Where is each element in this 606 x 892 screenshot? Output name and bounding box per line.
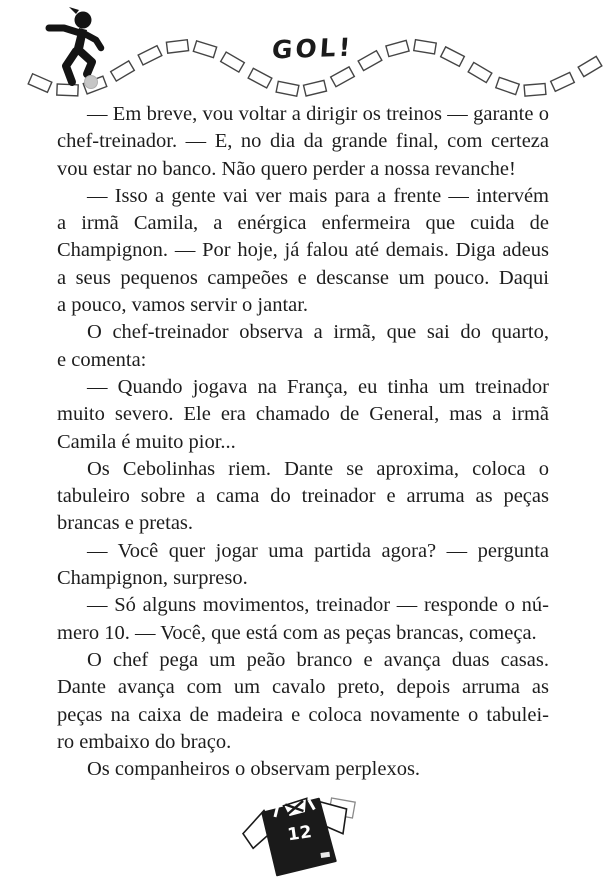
text-line: Champignon. — Por hoje, já falou até demais. Diga adeus [57, 239, 549, 262]
page-footer [0, 790, 606, 890]
text-line: — Só alguns movimentos, treinador — responde o nú- [87, 594, 549, 617]
text-line: — Em breve, vou voltar a dirigir os treinos — garante o [87, 103, 549, 125]
paragraph [57, 101, 549, 183]
page-number: 12 [286, 822, 314, 846]
page-title: GOL! [271, 32, 355, 65]
text-line: O chef-treinador observa a irmã, que sai do quarto, [87, 321, 549, 344]
jersey-icon [238, 792, 368, 887]
paragraph [57, 592, 549, 647]
text-line: a seus pequenos campeões e descanse um pouco. Daqui [57, 266, 549, 289]
text-line: e comenta: [57, 348, 147, 371]
text-line: tabuleiro sobre a cama do treinador e arruma as peças [57, 485, 549, 508]
text-line: brancas e pretas. [57, 512, 194, 535]
text-line: chef-treinador. — E, no dia da grande final, com certeza [57, 130, 549, 153]
text-line: — Isso a gente vai ver mais para a frente — intervém [87, 184, 549, 207]
paragraph [57, 456, 549, 538]
text-line: ro embaixo do braço. [57, 730, 232, 753]
text-line: Os companheiros o observam perplexos. [87, 758, 421, 781]
paragraph [57, 538, 549, 593]
text-line: mero 10. — Você, que está com as peças brancas, começa. [57, 621, 537, 644]
soccer-player-icon [20, 4, 120, 104]
text-line: peças na caixa de madeira e coloca novamente o tabulei- [57, 703, 549, 726]
text-block [57, 101, 549, 783]
paragraph [57, 319, 549, 374]
paragraph [57, 374, 549, 456]
paragraph [57, 647, 549, 756]
text-line: — Você quer jogar uma partida agora? — pergunta [87, 539, 549, 562]
text-line: muito severo. Ele era chamado de General, mas a irmã [57, 403, 549, 426]
page-header [0, 0, 606, 112]
text-line: a pouco, vamos servir o jantar. [57, 294, 309, 317]
text-line: a irmã Camila, a enérgica enfermeira que cuida de [57, 212, 549, 235]
paragraph [57, 756, 549, 783]
text-line: Dante avança com um cavalo preto, depois arruma as [57, 676, 549, 699]
text-line: Camila é muito pior... [57, 430, 236, 453]
text-line: vou estar no banco. Não quero perder a nossa revanche! [57, 157, 516, 180]
paragraph [57, 183, 549, 319]
text-line: Champignon, surpreso. [57, 567, 248, 590]
text-line: — Quando jogava na França, eu tinha um treinador [87, 375, 549, 398]
text-line: Os Cebolinhas riem. Dante se aproxima, coloca o [87, 457, 549, 480]
text-line: O chef pega um peão branco e avança duas casas. [87, 648, 549, 671]
